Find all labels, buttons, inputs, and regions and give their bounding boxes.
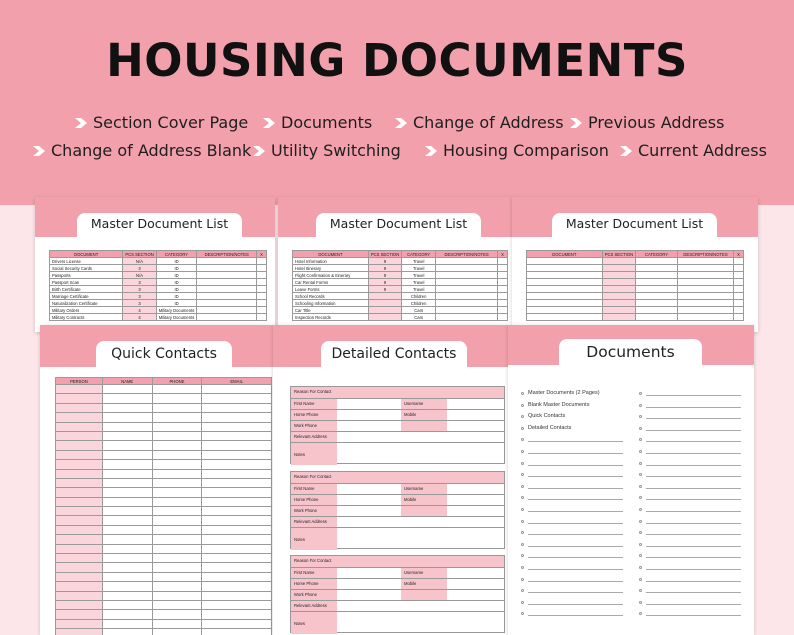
blank-line — [528, 557, 623, 558]
quick-contacts-page — [40, 325, 273, 635]
blank-line — [646, 430, 741, 431]
checkbox-bullet-icon — [639, 404, 642, 407]
table-row: Passport Scan 3 ID — [50, 279, 267, 286]
table-row — [56, 441, 272, 450]
field-label: Work Phone — [291, 506, 337, 516]
table-row — [56, 450, 272, 459]
table-row — [56, 385, 272, 394]
master-document-list-page-2 — [278, 197, 512, 332]
blank-line — [646, 569, 741, 570]
blank-line — [646, 592, 741, 593]
feature-label: Current Address — [638, 141, 767, 160]
blank-line — [646, 523, 741, 524]
table-row — [56, 460, 272, 469]
checkbox-bullet-icon — [639, 415, 642, 418]
col-header: EMAIL — [202, 378, 272, 385]
feature-label: Change of Address — [413, 113, 564, 132]
table-row — [56, 422, 272, 431]
blank-line — [528, 615, 623, 616]
contact-field-row — [291, 600, 504, 611]
detailed-contacts-page — [273, 325, 508, 635]
field-label: Work Phone — [291, 590, 337, 600]
field-label: Home Phone — [291, 579, 337, 589]
table-row: Leave Forms 9 Travel — [293, 286, 508, 293]
page-title: HOUSING DOCUMENTS — [106, 34, 688, 87]
document-item: Detailed Contacts — [528, 424, 572, 431]
page-tab-title: Quick Contacts — [96, 341, 232, 367]
table-row — [56, 563, 272, 572]
table-row — [527, 265, 744, 272]
table-row — [56, 544, 272, 553]
field-label: Mobile — [401, 579, 447, 589]
col-header: DOCUMENT — [293, 251, 369, 258]
checkbox-bullet-icon — [521, 589, 524, 592]
header-banner — [0, 0, 794, 205]
field-label: Relevant Address — [291, 517, 337, 527]
feature-item — [570, 113, 724, 132]
checkbox-bullet-icon — [521, 404, 524, 407]
checkbox-bullet-icon — [639, 496, 642, 499]
document-item: Quick Contacts — [528, 413, 566, 420]
master-document-list-page-1 — [35, 197, 275, 332]
contact-field-row — [291, 472, 504, 483]
blank-line — [646, 546, 741, 547]
feature-label: Housing Comparison — [443, 141, 609, 160]
checkbox-bullet-icon — [521, 508, 524, 511]
blank-line — [528, 569, 623, 570]
table-row — [527, 272, 744, 279]
table-row: Military Contracts 4 Military Documents — [50, 314, 267, 321]
contact-field-row — [291, 420, 504, 431]
table-row: Marriage Certificate 3 ID — [50, 293, 267, 300]
document-table — [49, 250, 267, 321]
table-row — [527, 314, 744, 321]
field-label: Username — [401, 568, 447, 578]
page-tab-title: Detailed Contacts — [321, 341, 467, 367]
table-row — [527, 279, 744, 286]
contact-field-row — [291, 589, 504, 600]
table-row — [56, 497, 272, 506]
table-row — [56, 525, 272, 534]
checkbox-bullet-icon — [521, 601, 524, 604]
col-header: NAME — [102, 378, 152, 385]
table-row: Military Orders 4 Military Documents — [50, 307, 267, 314]
feature-item — [263, 113, 372, 132]
table-row — [56, 572, 272, 581]
col-header: DESCRIPTION/NOTES — [436, 251, 498, 258]
checkbox-bullet-icon — [521, 392, 524, 395]
field-label: Mobile — [401, 495, 447, 505]
feature-label: Documents — [281, 113, 373, 132]
field-label — [401, 506, 447, 516]
checkbox-bullet-icon — [521, 450, 524, 453]
contact-field-row — [291, 387, 504, 398]
table-row — [56, 610, 272, 619]
col-header: PCS SECTION — [602, 251, 635, 258]
contact-field-row — [291, 409, 504, 420]
table-row — [56, 469, 272, 478]
checkbox-bullet-icon — [521, 543, 524, 546]
feature-label: Change of Address Blank — [51, 141, 252, 160]
checkbox-bullet-icon — [521, 485, 524, 488]
blank-line — [528, 581, 623, 582]
chevron-right-icon — [33, 146, 45, 156]
checkbox-bullet-icon — [521, 612, 524, 615]
checkbox-bullet-icon — [521, 462, 524, 465]
col-header: X — [734, 251, 744, 258]
field-label: Notes — [291, 528, 337, 550]
table-row — [56, 507, 272, 516]
table-row — [56, 591, 272, 600]
checkbox-bullet-icon — [639, 566, 642, 569]
blank-line — [646, 499, 741, 500]
document-item: Master Documents (2 Pages) — [528, 390, 600, 396]
checkbox-bullet-icon — [639, 543, 642, 546]
field-label: Home Phone — [291, 410, 337, 420]
checkbox-bullet-icon — [521, 496, 524, 499]
contact-field-row — [291, 578, 504, 589]
table-row — [56, 431, 272, 440]
checkbox-bullet-icon — [639, 612, 642, 615]
table-row — [56, 600, 272, 609]
col-header: PCS SECTION — [368, 251, 401, 258]
document-item: Blank Master Documents — [528, 401, 590, 408]
col-header: DOCUMENT — [50, 251, 123, 258]
blank-line — [646, 534, 741, 535]
blank-line — [646, 615, 741, 616]
contact-block — [290, 555, 505, 633]
table-row — [56, 516, 272, 525]
contact-field-row — [291, 483, 504, 494]
col-header: DOCUMENT — [527, 251, 603, 258]
table-row: Drivers License N/A ID — [50, 258, 267, 265]
col-header: CATEGORY — [636, 251, 678, 258]
blank-line — [528, 534, 623, 535]
contact-field-row — [291, 505, 504, 516]
col-header: CATEGORY — [402, 251, 436, 258]
checkbox-bullet-icon — [521, 415, 524, 418]
blank-line — [528, 523, 623, 524]
contact-field-row — [291, 611, 504, 634]
checkbox-bullet-icon — [521, 566, 524, 569]
field-label: Reason For Contact — [291, 556, 504, 567]
checkbox-bullet-icon — [639, 520, 642, 523]
blank-line — [528, 604, 623, 605]
document-table-blank — [526, 250, 744, 321]
checkbox-bullet-icon — [521, 520, 524, 523]
field-label: Relevant Address — [291, 601, 337, 611]
table-row — [56, 554, 272, 563]
table-row: Social Security Cards 3 ID — [50, 265, 267, 272]
feature-label: Utility Switching — [271, 141, 401, 160]
blank-line — [528, 546, 623, 547]
blank-line — [528, 499, 623, 500]
blank-line — [646, 395, 741, 396]
field-label: Notes — [291, 443, 337, 465]
col-header: PHONE — [152, 378, 202, 385]
feature-item — [395, 113, 564, 132]
table-row — [56, 478, 272, 487]
contact-field-row — [291, 516, 504, 527]
blank-line — [646, 418, 741, 419]
contact-block — [290, 386, 505, 464]
col-header: X — [498, 251, 508, 258]
field-label — [401, 421, 447, 431]
checkbox-bullet-icon — [639, 485, 642, 488]
chevron-right-icon — [425, 146, 437, 156]
feature-item — [425, 141, 609, 160]
table-row — [527, 293, 744, 300]
field-label: Home Phone — [291, 495, 337, 505]
blank-line — [528, 476, 623, 477]
table-row — [527, 307, 744, 314]
table-row: Birth Certificate 3 ID — [50, 286, 267, 293]
table-row: Inspection Records Cars — [293, 314, 508, 321]
checkbox-bullet-icon — [639, 438, 642, 441]
blank-line — [528, 453, 623, 454]
blank-line — [528, 511, 623, 512]
contacts-table — [55, 377, 272, 635]
page-tab-title: Documents — [559, 339, 702, 365]
feature-label: Section Cover Page — [93, 113, 249, 132]
chevron-right-icon — [395, 118, 407, 128]
field-label: Reason For Contact — [291, 472, 504, 483]
blank-line — [646, 604, 741, 605]
blank-line — [646, 407, 741, 408]
table-row: Passports N/A ID — [50, 272, 267, 279]
blank-line — [646, 488, 741, 489]
checkbox-bullet-icon — [521, 473, 524, 476]
contact-field-row — [291, 556, 504, 567]
table-row — [56, 582, 272, 591]
table-row — [56, 535, 272, 544]
col-header: DESCRIPTION/NOTES — [678, 251, 734, 258]
field-label: Username — [401, 484, 447, 494]
master-document-list-page-3 — [512, 197, 758, 332]
page-tab-title: Master Document List — [552, 213, 717, 237]
contact-block — [290, 471, 505, 549]
blank-line — [646, 476, 741, 477]
table-row: Naturalization Certificate 3 ID — [50, 300, 267, 307]
table-row: Schooling Information Children — [293, 300, 508, 307]
feature-item — [253, 141, 401, 160]
table-row: Hotel Information 9 Travel — [293, 258, 508, 265]
blank-line — [528, 592, 623, 593]
table-row — [56, 403, 272, 412]
field-label: Work Phone — [291, 421, 337, 431]
blank-line — [528, 465, 623, 466]
checkbox-bullet-icon — [521, 427, 524, 430]
chevron-right-icon — [620, 146, 632, 156]
table-row: Car Title Cars — [293, 307, 508, 314]
checkbox-bullet-icon — [521, 531, 524, 534]
blank-line — [646, 557, 741, 558]
page-tab-title: Master Document List — [77, 213, 242, 237]
document-table — [292, 250, 508, 321]
table-row: Hotel Itinerary 9 Travel — [293, 265, 508, 272]
table-row — [56, 413, 272, 422]
feature-item — [33, 141, 251, 160]
checkbox-bullet-icon — [639, 473, 642, 476]
checkbox-bullet-icon — [639, 427, 642, 430]
table-row — [527, 300, 744, 307]
table-row — [56, 629, 272, 635]
col-header: PCS SECTION — [123, 251, 156, 258]
table-row — [56, 488, 272, 497]
documents-page — [508, 325, 754, 635]
checkbox-bullet-icon — [639, 589, 642, 592]
chevron-right-icon — [570, 118, 582, 128]
contact-field-row — [291, 442, 504, 465]
table-row: Flight Confirmation & Itinerary 9 Travel — [293, 272, 508, 279]
contact-field-row — [291, 398, 504, 409]
chevron-right-icon — [263, 118, 275, 128]
chevron-right-icon — [75, 118, 87, 128]
checkbox-bullet-icon — [521, 438, 524, 441]
field-label: First Name — [291, 568, 337, 578]
table-row: School Records Children — [293, 293, 508, 300]
table-row — [527, 258, 744, 265]
blank-line — [646, 453, 741, 454]
checkbox-bullet-icon — [639, 578, 642, 581]
feature-label: Previous Address — [588, 113, 725, 132]
feature-item — [620, 141, 767, 160]
checkbox-bullet-icon — [639, 462, 642, 465]
blank-line — [646, 511, 741, 512]
field-label: Mobile — [401, 410, 447, 420]
blank-line — [646, 441, 741, 442]
chevron-right-icon — [253, 146, 265, 156]
col-header: DESCRIPTION/NOTES — [197, 251, 257, 258]
field-label: First Name — [291, 399, 337, 409]
blank-line — [528, 488, 623, 489]
checkbox-bullet-icon — [639, 531, 642, 534]
col-header: PERSON — [56, 378, 103, 385]
contact-field-row — [291, 431, 504, 442]
checkbox-bullet-icon — [521, 578, 524, 581]
field-label: Username — [401, 399, 447, 409]
checkbox-bullet-icon — [639, 450, 642, 453]
checkbox-bullet-icon — [639, 554, 642, 557]
table-row — [56, 619, 272, 628]
field-label: Notes — [291, 612, 337, 634]
table-row — [527, 286, 744, 293]
page-tab-title: Master Document List — [316, 213, 481, 237]
field-label: Reason For Contact — [291, 387, 504, 398]
contact-field-row — [291, 527, 504, 550]
col-header: X — [257, 251, 267, 258]
blank-line — [528, 441, 623, 442]
table-row — [56, 394, 272, 403]
field-label: First Name — [291, 484, 337, 494]
table-row: Car Rental Forms 9 Travel — [293, 279, 508, 286]
feature-item — [75, 113, 248, 132]
checkbox-bullet-icon — [639, 601, 642, 604]
contact-field-row — [291, 567, 504, 578]
checkbox-bullet-icon — [639, 392, 642, 395]
checkbox-bullet-icon — [639, 508, 642, 511]
col-header: CATEGORY — [156, 251, 197, 258]
blank-line — [646, 465, 741, 466]
contact-field-row — [291, 494, 504, 505]
field-label: Relevant Address — [291, 432, 337, 442]
blank-line — [646, 581, 741, 582]
field-label — [401, 590, 447, 600]
checkbox-bullet-icon — [521, 554, 524, 557]
